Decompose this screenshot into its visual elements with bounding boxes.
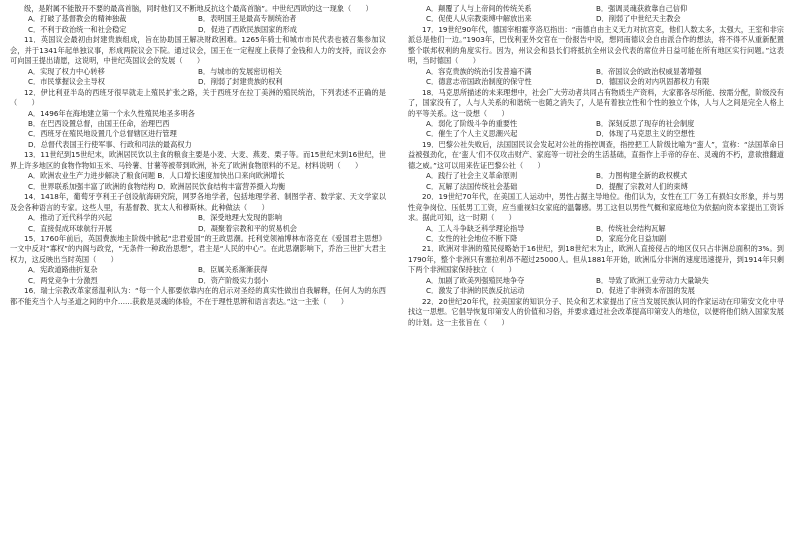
question-paragraph: 15．1760年前后，英国费族地主阶级中掀起“忠君爱国”的王政思潮。托利党领袖博林布洛克在《爱国君主思想》一文中反对“寡权”的内阁与政党，“无条件一种政治思想”，君主是“人民的中心”。在此思潮影响下，乔治三世扩大君主权力，这反映出当时英国（ ） [10,233,386,264]
answer-option-row [10,224,386,234]
answer-option: D．德国议会的对内巩固都权力有限 [596,77,710,87]
answer-option: D．家庭分化日益加剧 [596,233,667,243]
answer-option-row [10,14,386,24]
question-paragraph: 16．瑞士宗教改革家慈温利认为：“每一个人都要依靠内在的启示对圣经的真实性做出自我解释，任何人为的东西都不能充当个人与圣道之间的中介……获救是灵魂的体验，不在于理性思辨和语言表达。”这一主张（ ） [10,286,386,306]
answer-option: C．市民掌握议会主导权 [28,77,105,87]
answer-option: B．深刻反思了现存的社会制度 [596,118,695,128]
answer-option: C．德意志帝国政治制度的保守性 [426,77,532,87]
answer-option: A．弱化了阶级斗争的重要性 [426,118,518,128]
question-paragraph: 19．巴黎公社失败后，法国国民议会发起对公社的指控调查，指控把工人阶级比喻为“蛮人”，宣称：“法国革命日益被强劲化，在‘蛮人’们不仅攻击财产、家庭等一切社会的生活基础，直指作上手帝的存在、灵魂的不朽，意欲推翻道德之威。”这可以用来佐证巴黎公社（ ） [408,139,784,170]
answer-option: B．强调灵魂获救靠自己信仰 [596,4,688,13]
answer-option: D．总督代表国王行使军事、行政和司法的最高权力 [28,139,192,149]
answer-option-row [408,129,784,139]
answer-option: B．传统社会结构瓦解 [596,223,666,233]
question-paragraph: 11．英国议会最初由封建贵族组成，旨在协助国王解决财政困难。1265年骑士和城市市民代表也被召集参加议会，并于1341年起单独议事，形成两院议会下院。通过议会，国王在一定程度上获得了金钱和人力的支持，而议会亦可向国王提出请愿，这说明，中世纪英国议会的发展（ ） [10,35,386,66]
answer-option-row [408,224,784,234]
answer-option: B．与城市的发展密切相关 [198,66,282,76]
answer-option: C．女性的社会地位不断下降 [426,233,518,243]
answer-option: D．资产阶级实力弱小 [198,275,269,285]
answer-option: A．践行了社会主义革命原则 [426,171,518,181]
answer-option-row [408,14,784,24]
answer-option: A．1496年在海地建立第一个永久性殖民地圣多明各 [28,108,195,118]
answer-option-row [408,286,784,296]
answer-option: D．削弱了封建贵族的权利 [198,77,283,87]
question-paragraph: 12．伊比利亚半岛的西班牙很早就走上殖民扩张之路，关于西班牙在拉丁美洲的殖民统治，下列表述不正确的是（ ） [10,87,386,108]
answer-option: A．实现了权力中心转移 [28,66,105,76]
question-paragraph: 17．19世纪90年代，德国宰相霍亨洛厄指出：“南德自由主义无力对抗宫克，他们人数太多，太强大，王室和非宗派总是他们一边。”1903年，巴伐利亚外交官在一份报告中说，想同南德议会自由派合作的想法，将不得不从重新配置整个联邦权利的角度实行。因为，州议会和县长们将抵抗全州议会代表的席位并日益可能在所有地区实行问题。”这表明，当时德国（ ） [408,24,784,66]
answer-option: A．工人斗争缺乏科学理论指导 [426,223,525,233]
answer-option: C．不利于政治统一和社会稳定 [28,24,127,34]
right-column [408,4,784,560]
answer-option: D．削弱了中世纪天主教会 [596,14,681,24]
answer-option: D．提醒了宗教对人们的束缚 [596,181,688,191]
answer-option-row [408,234,784,244]
answer-option: D．凝聚着宗教和平的贸易机会 [198,223,297,233]
answer-option: C．世界联系加强丰富了欧洲的食物结构 D．欧洲居民饮食结构丰富营养摄入均衡 [28,181,286,191]
answer-option-row [10,25,386,35]
answer-option: C．直接促成环球航行开展 [28,223,113,233]
answer-option: A．欧洲农业生产力进步解决了粮食问题 B．人口增长速度加快出口来向欧洲增长 [28,171,285,181]
answer-option: C．催生了个人主义思潮兴起 [426,129,518,139]
answer-option: A．推动了近代科学的兴起 [28,213,112,223]
answer-option-row [408,77,784,87]
answer-option-row [408,276,784,286]
answer-option-row [10,213,386,223]
left-column [10,4,386,560]
answer-option: A．宪政道路曲折复杂 [28,265,98,275]
answer-option-row [10,67,386,77]
answer-option-row [10,265,386,275]
answer-option: A．加剧了欧美列强殖民地争夺 [426,275,525,285]
answer-option: B．力图构建全新的政权模式 [596,171,688,181]
answer-option: D．体现了马克思主义的空想性 [596,129,695,139]
answer-option-row [408,182,784,192]
answer-option: B．表明国王是最高专制统治者 [198,14,297,24]
answer-option-row [408,119,784,129]
question-paragraph: 14．1418年，葡萄牙亨利王子创设航海研究院，网罗各地学者，包括地理学者、制图学者、数学家、天文学家以及会各种语言的专家。这些人里，有基督教、犹太人和穆斯林。此种做法（ ） [10,192,386,212]
answer-option-row [10,77,386,87]
answer-option: C．促使人从宗教束缚中解放出来 [426,14,532,24]
answer-option-row [408,4,784,14]
answer-option: C．瓦解了法国传统社会基础 [426,181,518,191]
answer-option-row [408,67,784,77]
answer-option: D．促进了西欧民族国家的形成 [198,24,297,34]
answer-option: A．容克贵族的统治引发普遍不满 [426,66,532,76]
answer-option: C．激发了非洲的民族反抗运动 [426,286,525,296]
answer-option-row [408,171,784,181]
question-paragraph: 22．20世纪20年代，拉美国家的知识分子、民众和艺术家提出了应当发展民族认同的作家运动在印第安文化中寻找这一思想。它倡导恢复印第安人的价值和习俗，并要求通过社会改革提高印第安人的地位，以便将他们纳入国家发展的计划。这一主张旨在（ ） [408,296,784,327]
answer-option: C．两党竞争十分激烈 [28,275,98,285]
answer-option: A．颠覆了人与上帝间的传统关系 [426,4,532,13]
question-paragraph: 20．19世纪70年代，在美国工人运动中，男性占据主导地位。他们认为，女性在工厂务工有损妇女形象，并与男性竞争岗位、压低男工工资，应当重视妇女家庭的温馨感。男工这但以男性气概和家庭地位为依据向资本家提出工资诉求。据此可知，这一时期（ ） [408,192,784,223]
answer-option: A．打破了基督教会的精神独裁 [28,14,127,24]
answer-option: B．臣属关系渐渐获得 [198,265,268,275]
answer-option: B．深受地理大发现的影响 [198,213,282,223]
answer-option: B．帝国议会的政治权威显著增强 [596,66,702,76]
question-paragraph: 级，是附属不能散开不要的最高首脑，同时他们又不断地反抗这个最高首脑”。中世纪西欧的这一现象（ ） [24,4,373,13]
answer-option-row [10,276,386,286]
question-paragraph: 13．11世纪到15世纪末，欧洲居民饮以主食的粮食主要是小麦、大麦、燕麦、栗子等。而15世纪末到16世纪，世界上许多地区的食物作物如玉米、马铃薯、甘薯等被带到欧洲，补充了欧洲食物原料的不足。材料说明（ ） [10,150,386,170]
answer-option: B．导致了欧洲工业劳动力大量缺失 [596,275,709,285]
answer-option: B．在巴西设置总督，由国王任命，治理巴西 [28,118,170,128]
answer-option: D．促进了非洲资本帝国的发展 [596,286,695,296]
question-paragraph: 21．欧洲对非洲的殖民侵略始于16世纪，到18世纪末为止，欧洲人直接侵占的地区仅只占非洲总面积的3%。到1790年，整个非洲只有塞拉利昂不超过25000人。但从1881年开始，欧洲瓜分非洲的速度迅速提升，到1914年只剩下两个非洲国家保持独立（ ） [408,244,784,275]
answer-option: C．西班牙在殖民地设置几个总督辖区进行管理 [28,129,177,139]
question-paragraph: 18．马克思所描述的未来理想中，社会广大劳动者共同占有物质生产资料，大家都各尽所能、按需分配，阶级没有了，国家没有了，人与人关系的和谐统一也随之消失了，人是有着独立性和个性的独立个体，人与人之间是完全人格上的平等关系。这一设想（ ） [408,87,784,118]
